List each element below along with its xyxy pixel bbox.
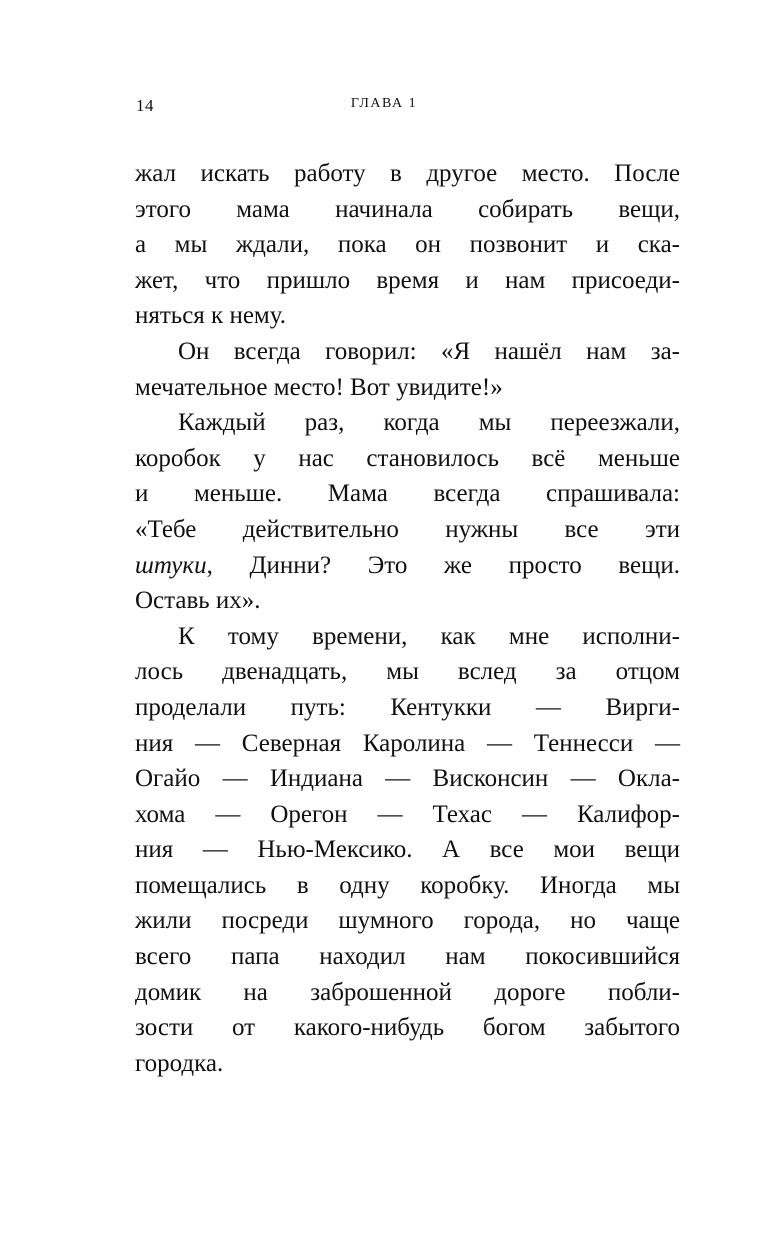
text-line [135,690,680,726]
text-line [135,548,680,584]
text-line [135,405,680,441]
text-line [135,832,680,868]
text-line [135,797,680,833]
text-line [135,654,680,690]
page-number: 14 [136,96,154,115]
text-segment: и меньше. Мама всегда спрашивала: [135,480,680,508]
text-segment: проделали путь: Кентукки — Вирги- [135,693,680,721]
text-line [135,227,680,263]
text-segment: жили посреди шумного города, но чаще [135,907,680,935]
text-segment: «Тебе действительно нужны все эти [135,515,680,543]
text-segment: коробок у нас становилось всё меньше [135,444,680,472]
text-segment: лось двенадцать, мы вслед за отцом [135,658,680,686]
text-line [135,903,680,939]
text-segment: помещались в одну коробку. Иногда мы [135,871,680,899]
text-line [135,975,680,1011]
text-segment: , Динни? Это же просто вещи. [206,551,680,579]
body-text [135,156,680,1081]
text-line [135,476,680,512]
text-line [135,1046,680,1082]
text-segment: домик на заброшенной дороге побли- [135,978,680,1006]
text-segment: Каждый раз, когда мы переезжали, [178,409,680,437]
page-header [0,96,768,120]
text-line [135,583,680,619]
emphasized-text: штуки [135,551,207,579]
text-line [135,370,680,406]
text-segment: Оставь их». [135,587,261,615]
text-segment: ния — Нью-Мексико. А все мои вещи [135,836,680,864]
text-line [135,619,680,655]
text-segment: а мы ждали, пока он позвонит и ска- [135,231,680,259]
text-segment: жал искать работу в другое место. После [135,160,680,187]
text-line [135,192,680,228]
text-segment: няться к нему. [135,302,286,330]
text-segment: ния — Северная Каролина — Теннесси — [135,729,680,757]
text-segment: Огайо — Индиана — Висконсин — Окла- [135,765,680,793]
text-line [135,939,680,975]
text-segment: всего папа находил нам покосившийся [135,943,680,971]
text-line [135,868,680,904]
text-segment: жет, что пришло время и нам присоеди- [135,266,680,294]
text-line [135,298,680,334]
text-segment: этого мама начинала собирать вещи, [135,195,680,223]
text-line [135,263,680,299]
text-line [135,334,680,370]
text-line [135,156,680,192]
running-head: ГЛАВА 1 [350,96,418,111]
text-line [135,726,680,762]
text-line [135,761,680,797]
text-line [135,1010,680,1046]
text-segment: Он всегда говорил: «Я нашёл нам за- [178,337,680,365]
text-segment: хома — Орегон — Техас — Калифор- [135,800,680,828]
text-segment: городка. [135,1049,224,1077]
text-line [135,512,680,548]
text-segment: зости от какого-нибудь богом забытого [135,1014,680,1042]
text-segment: мечательное место! Вот увидите!» [135,373,503,401]
text-line [135,441,680,477]
text-segment: К тому времени, как мне исполни- [178,622,680,650]
